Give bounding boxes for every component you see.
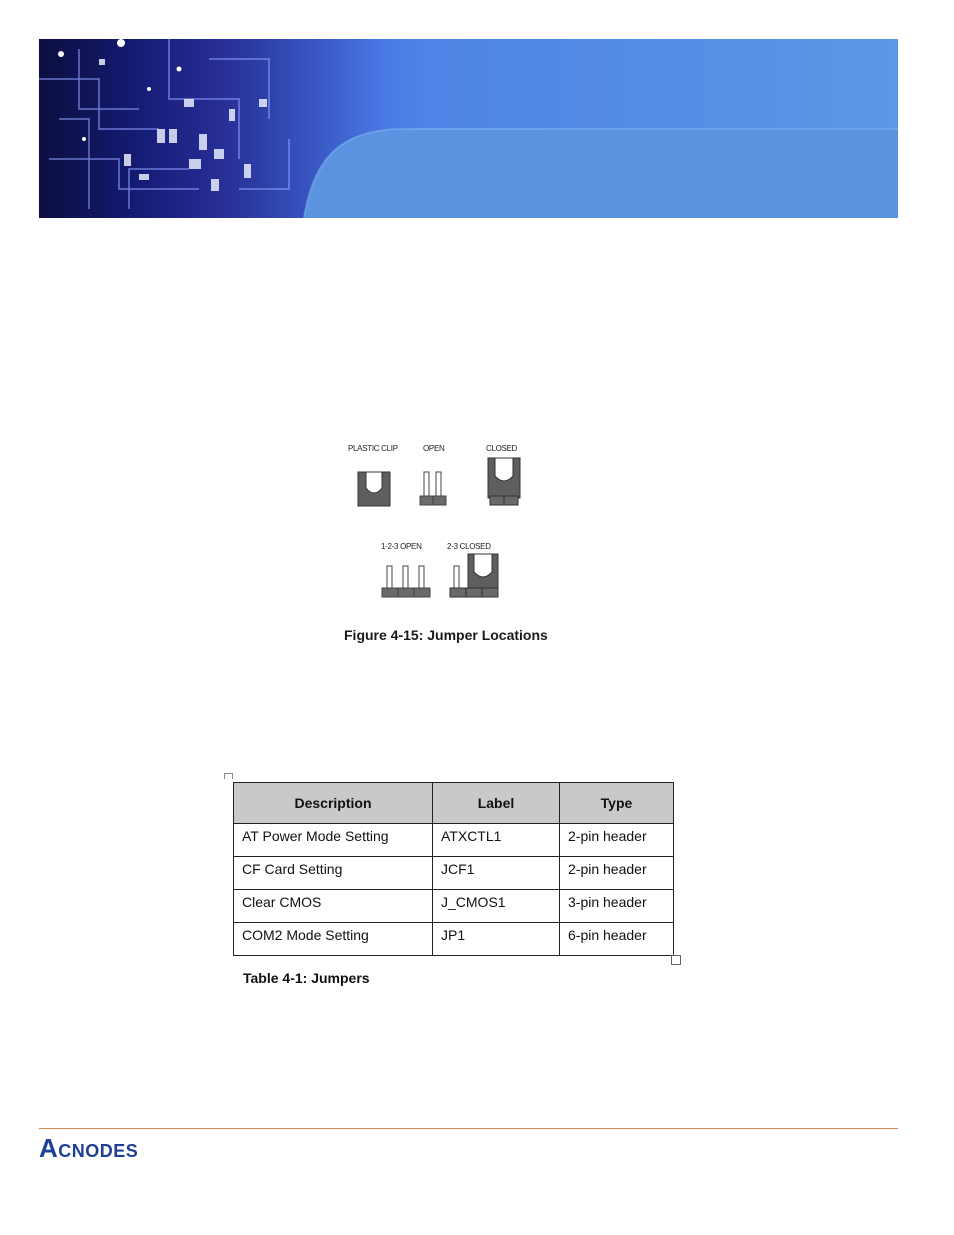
plastic-clip-shape bbox=[358, 472, 390, 506]
cell-label: ATXCTL1 bbox=[433, 824, 560, 857]
jumper-figure bbox=[340, 436, 570, 616]
closed-jumper-shape bbox=[488, 458, 520, 505]
open-jumper-shape bbox=[420, 472, 446, 505]
header-label: Label bbox=[433, 783, 560, 824]
cell-label: J_CMOS1 bbox=[433, 890, 560, 923]
label-open: OPEN bbox=[423, 444, 445, 453]
cell-label: JCF1 bbox=[433, 857, 560, 890]
table-caption: Table 4-1: Jumpers bbox=[243, 970, 370, 986]
acnodes-logo bbox=[39, 1133, 138, 1164]
cell-type: 2-pin header bbox=[560, 824, 674, 857]
table-row bbox=[234, 857, 674, 890]
cell-description: CF Card Setting bbox=[234, 857, 433, 890]
jumpers-table bbox=[233, 782, 674, 956]
header-banner bbox=[39, 39, 898, 218]
logo-text: CNODES bbox=[58, 1141, 139, 1161]
cell-label: JP1 bbox=[433, 923, 560, 956]
cell-description: COM2 Mode Setting bbox=[234, 923, 433, 956]
jumper-diagram bbox=[340, 436, 570, 616]
table-row bbox=[234, 923, 674, 956]
table-resize-handle[interactable] bbox=[671, 955, 681, 965]
cell-type: 2-pin header bbox=[560, 857, 674, 890]
label-open-123: 1-2-3 OPEN bbox=[381, 542, 422, 551]
table-anchor-handle[interactable] bbox=[224, 773, 233, 779]
label-closed-23: 2-3 CLOSED bbox=[447, 542, 491, 551]
open-123-jumper-shape bbox=[382, 566, 430, 597]
header-type: Type bbox=[560, 783, 674, 824]
circuit-board-image bbox=[39, 39, 898, 218]
figure-caption: Figure 4-15: Jumper Locations bbox=[344, 627, 548, 643]
label-closed: CLOSED bbox=[486, 444, 518, 453]
cell-type: 6-pin header bbox=[560, 923, 674, 956]
label-plastic-clip: PLASTIC CLIP bbox=[348, 444, 398, 453]
cell-description: Clear CMOS bbox=[234, 890, 433, 923]
table-row bbox=[234, 890, 674, 923]
table-header-row bbox=[234, 783, 674, 824]
table-row bbox=[234, 824, 674, 857]
cell-description: AT Power Mode Setting bbox=[234, 824, 433, 857]
cell-type: 3-pin header bbox=[560, 890, 674, 923]
header-description: Description bbox=[234, 783, 433, 824]
closed-23-jumper-shape bbox=[450, 554, 498, 597]
logo-initial: A bbox=[39, 1133, 59, 1163]
footer-rule bbox=[39, 1128, 898, 1129]
